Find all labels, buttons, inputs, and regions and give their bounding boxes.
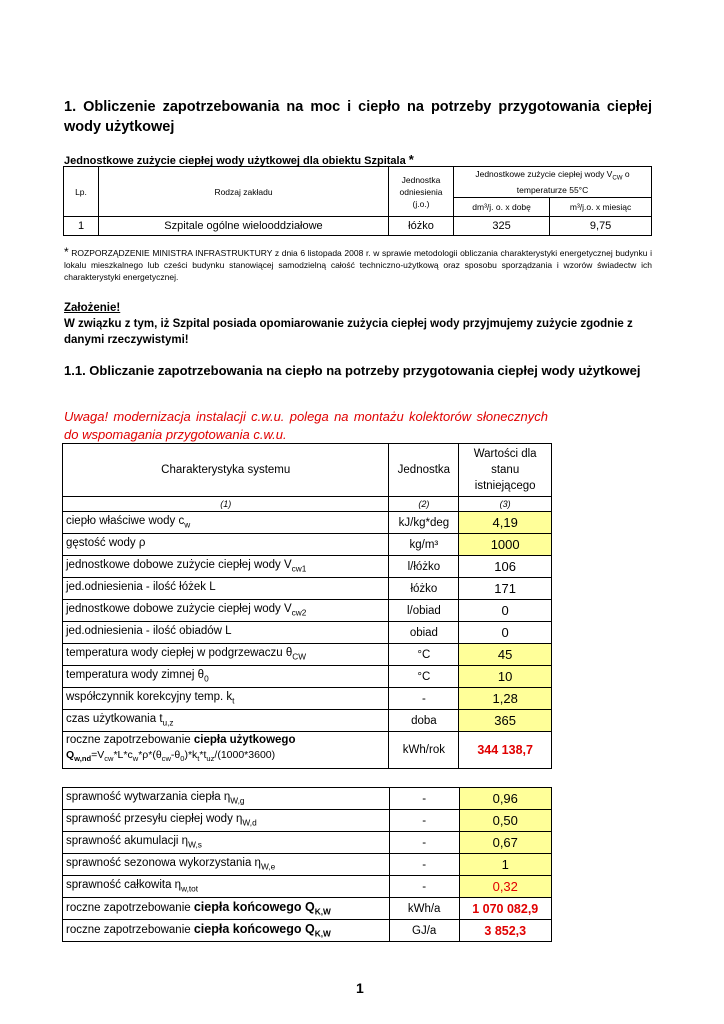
row-label-text: ciepło właściwe wody c	[66, 515, 185, 528]
row-label-text: jednostkowe dobowe zużycie ciepłej wody V	[66, 603, 292, 616]
final-label-b: ciepła końcowego Q	[193, 922, 315, 937]
row-label-sub: 0	[204, 674, 209, 684]
table-row	[63, 600, 552, 622]
row-value: 0,67	[459, 832, 552, 854]
final-unit: kWh/a	[389, 898, 459, 920]
row-unit-cell	[389, 644, 459, 666]
row-unit: łóżko	[410, 582, 438, 595]
row-value: 0,96	[459, 788, 552, 810]
row-type: Szpitale ogólne wielooddziałowe	[99, 217, 389, 236]
row-value: 106	[459, 556, 552, 578]
row-value: 1,28	[459, 688, 552, 710]
row-label	[63, 512, 389, 534]
footnote-star: *	[64, 245, 69, 259]
row-unit-cell	[389, 688, 459, 710]
table-row	[63, 534, 552, 556]
header-usage	[454, 167, 652, 198]
row-label-text: temperatura wody ciepłej w podgrzewaczu θ	[66, 647, 293, 660]
row-unit: kJ/kg*deg	[398, 516, 450, 529]
row-value: 0,32	[459, 876, 552, 898]
row-label-text: temperatura wody zimnej θ	[66, 669, 205, 682]
table-row	[63, 854, 552, 876]
row-unit: l/łóżko	[407, 560, 441, 573]
annual-useful-heat-label	[63, 732, 389, 769]
table-row	[63, 876, 552, 898]
row-label	[63, 788, 390, 810]
row-unit: °C	[417, 648, 431, 661]
row-label-text: jed.odniesienia - ilość obiadów L	[66, 625, 232, 638]
assumption-title: Założenie!	[64, 302, 121, 314]
annual-formula: $Q_{w,nd}=V_{cw}*L*c_w*\rho*(\theta_{cw}-\theta_0)*k_t*t_{uz}/(1000*3600)$	[66, 749, 276, 764]
final-unit: GJ/a	[389, 920, 459, 942]
row-label-sub: cw1	[291, 564, 307, 574]
row-label-sub: cw2	[291, 608, 307, 618]
row-label-sub: W,d	[242, 818, 257, 828]
row-unit-cell	[389, 534, 459, 556]
row-label-text: współczynnik korekcyjny temp. k	[66, 691, 233, 704]
table1-caption-star: *	[408, 152, 414, 167]
header-daily: dm³/j. o. x dobę	[454, 198, 550, 217]
row-label	[63, 810, 390, 832]
table-row	[63, 810, 552, 832]
row-label-sub: W,s	[188, 840, 202, 850]
row-unit-cell	[389, 710, 459, 732]
subsection-heading: 1.1. Obliczanie zapotrzebowania na ciepło na potrzeby przygotowania ciepłej wody użytkowej	[64, 363, 641, 378]
page-number: 1	[356, 980, 364, 996]
table-row	[63, 644, 552, 666]
row-value: 171	[459, 578, 552, 600]
footnote	[64, 246, 652, 283]
table-row	[63, 920, 552, 942]
row-label-text: sprawność całkowita η	[66, 879, 182, 892]
t2-index-2: (2)	[389, 497, 459, 512]
table-row	[63, 832, 552, 854]
header-usage-sub: CW	[612, 174, 623, 182]
footnote-text: ROZPORZĄDZENIE MINISTRA INFRASTRUKTURY z dnia 6 listopada 2008 r. w sprawie metodologii obliczania charakterystyki energetycznej budynku i lokalu mieszkalnego lub cześci budynku stanowiącej samodzielną całość techniczno-użytkową oraz sposobu sporządzania i wzorów świadectw ich charakterystyki energetycznej.	[64, 248, 652, 282]
final-label-b: ciepła końcowego Q	[193, 900, 315, 915]
row-unit: -	[389, 876, 459, 898]
row-label-sub: u,z	[162, 718, 174, 728]
t2-index-1: (1)	[63, 497, 389, 512]
row-unit: -	[389, 832, 459, 854]
header-lp: Lp.	[64, 167, 99, 217]
row-label-sub: CW	[292, 652, 307, 662]
row-value: 0,50	[459, 810, 552, 832]
section-heading: 1. Obliczenie zapotrzebowania na moc i ciepło na potrzeby przygotowania ciepłej wody użytkowej	[64, 99, 652, 135]
row-label	[63, 666, 389, 688]
t2-header-unit: Jednostka	[389, 444, 459, 497]
row-unit-cell	[389, 556, 459, 578]
assumption-text: W związku z tym, iż Szpital posiada opomiarowanie zużycia ciepłej wody przyjmujemy zużycie zgodnie z danymi rzeczywistymi!	[64, 318, 633, 346]
final-value: 1 070 082,9	[459, 898, 552, 920]
row-unit: doba	[411, 714, 437, 727]
annual-label-a: roczne zapotrzebowanie	[66, 734, 194, 747]
row-daily: 325	[454, 217, 550, 236]
header-type: Rodzaj zakładu	[99, 167, 389, 217]
row-label	[63, 710, 389, 732]
row-unit-cell	[389, 622, 459, 644]
row-unit-cell	[389, 600, 459, 622]
row-label	[63, 622, 389, 644]
table-row	[63, 512, 552, 534]
row-label-text: jednostkowe dobowe zużycie ciepłej wody V	[66, 559, 292, 572]
row-label-sub: w	[184, 520, 191, 530]
row-label-sub: W,e	[260, 862, 276, 872]
annual-unit: kWh/rok	[389, 732, 459, 769]
table-row	[63, 578, 552, 600]
row-label-sub: t	[232, 696, 235, 706]
final-label	[63, 898, 390, 920]
assumption-block	[64, 300, 652, 348]
row-label-text: sprawność akumulacji η	[66, 835, 189, 848]
row-value: 4,19	[459, 512, 552, 534]
row-label-text: czas użytkowania t	[66, 713, 163, 726]
row-value: 365	[459, 710, 552, 732]
header-usage-tail: o temperaturze 55°C	[516, 168, 630, 196]
final-value: 3 852,3	[459, 920, 552, 942]
row-label-text: sprawność sezonowa wykorzystania η	[66, 857, 261, 870]
annual-value: 344 138,7	[459, 732, 552, 769]
row-label-text: sprawność przesyłu ciepłej wody η	[66, 813, 243, 826]
row-label	[63, 600, 389, 622]
header-monthly: m³/j.o. x miesiąc	[550, 198, 652, 217]
annual-label-b: ciepła użytkowego	[193, 734, 296, 747]
table-row	[63, 622, 552, 644]
row-unit: -	[389, 788, 459, 810]
row-label	[63, 556, 389, 578]
final-label	[63, 920, 390, 942]
row-value: 1000	[459, 534, 552, 556]
row-label-text: sprawność wytwarzania ciepła η	[66, 791, 231, 804]
row-label	[63, 832, 390, 854]
row-label-text: jed.odniesienia - ilość łóżek L	[66, 581, 216, 594]
t2-header-characteristic: Charakterystyka systemu	[63, 444, 389, 497]
row-unit-cell	[389, 512, 459, 534]
row-value: 0	[459, 600, 552, 622]
row-label	[63, 854, 390, 876]
warning-note: Uwaga! modernizacja instalacji c.w.u. polega na montażu kolektorów słonecznych do wspomagania przygotowania c.w.u.	[64, 409, 548, 442]
table1-caption-text: Jednostkowe zużycie ciepłej wody użytkowej dla obiektu Szpitala	[64, 155, 406, 167]
row-value: 0	[459, 622, 552, 644]
row-unit: -	[389, 854, 459, 876]
row-unit: obiad	[409, 626, 438, 639]
row-label	[63, 876, 390, 898]
usage-norm-table	[63, 166, 652, 236]
t2-header-value: Wartości dla stanu istniejącego	[459, 444, 552, 497]
table-row	[63, 788, 552, 810]
row-unit-cell	[389, 666, 459, 688]
t2-index-3: (3)	[459, 497, 552, 512]
row-unit-cell	[389, 578, 459, 600]
system-characteristics-table	[62, 443, 552, 769]
row-label	[63, 578, 389, 600]
final-label-sub: K,W	[314, 907, 331, 917]
table-row	[63, 666, 552, 688]
efficiency-table	[62, 787, 552, 942]
row-label	[63, 688, 389, 710]
row-label-sub: W,g	[230, 796, 245, 806]
row-unit: łóżko	[389, 217, 454, 236]
row-label	[63, 644, 389, 666]
row-unit: kg/m³	[409, 538, 439, 551]
table1-caption	[64, 152, 414, 167]
table-row	[63, 898, 552, 920]
row-value: 10	[459, 666, 552, 688]
header-usage-main: Jednostkowe zużycie ciepłej wody V	[475, 168, 613, 179]
table-row	[63, 556, 552, 578]
final-label-a: roczne zapotrzebowanie	[66, 924, 194, 937]
final-label-a: roczne zapotrzebowanie	[66, 902, 194, 915]
row-unit: -	[421, 692, 426, 705]
table-row	[63, 688, 552, 710]
header-unit: Jednostka odniesienia (j.o.)	[389, 167, 454, 217]
row-label-text: gęstość wody ρ	[66, 537, 146, 550]
row-label-sub: w,tot	[181, 884, 199, 894]
row-unit: °C	[417, 670, 431, 683]
row-lp: 1	[64, 217, 99, 236]
row-unit: -	[389, 810, 459, 832]
row-value: 1	[459, 854, 552, 876]
row-monthly: 9,75	[550, 217, 652, 236]
row-label	[63, 534, 389, 556]
table-row	[63, 710, 552, 732]
row-value: 45	[459, 644, 552, 666]
final-label-sub: K,W	[314, 929, 331, 939]
row-unit: l/obiad	[406, 604, 441, 617]
